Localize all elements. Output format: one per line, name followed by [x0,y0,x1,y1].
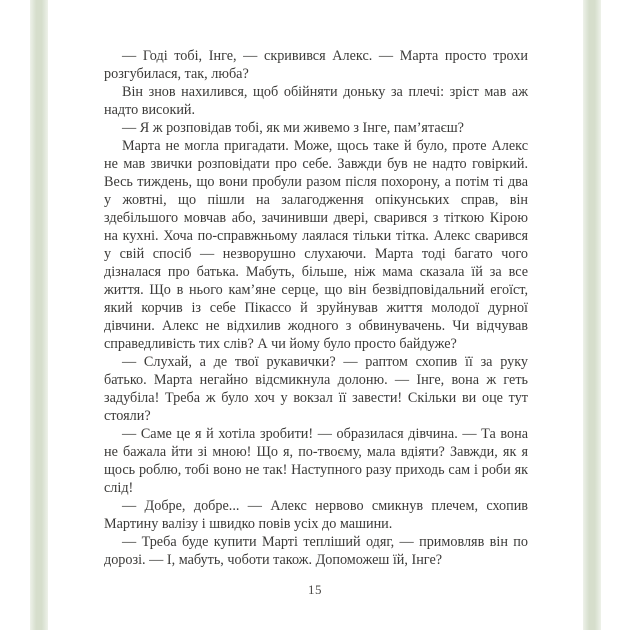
paragraph: — Я ж розповідав тобі, як ми живемо з Інге, пам’ятаєш? [122,120,464,136]
paragraph: — Годі тобі, Інге, — скривився Алекс. — Марта просто трохи розгубилася, так, люба? [104,48,528,82]
page-number: 15 [308,582,322,597]
page-text-block [104,47,528,569]
paragraph: — Треба буде купити Марті тепліший одяг, — примовляв він по дорозі. — І, мабуть, чоботи також. Допоможеш їй, Інге? [104,534,528,568]
paragraph: Марта не могла пригадати. Може, щось таке й було, проте Алекс не мав звички розповідати про себе. Завжди був не надто говіркий. Весь тиждень, що вони пробули разом після похорону, а потім ті два у жовтні, що пішли на залагодження опікунських справ, він здебільшого мовчав або, зачинивши двері, сварився з тіткою Кірою на кухні. Хоча по-справжньому лаялася тільки тітка. Алекс сварився у свій спосіб — незворушно слухаючи. Марта тоді багато чого дізналася про батька. Мабуть, більше, ніж мама сказала їй за все життя. Що в нього кам’яне серце, що він безвідповідальний егоїст, який корчив із себе Пікассо й зруйнував життя молодої дурної дівчини. Алекс не відхилив жодного з обвинувачень. Чи відчував справедливість тих слів? А чи йому було просто байдуже? [104,138,528,352]
paragraph: — Добре, добре... — Алекс нервово смикнув плечем, схопив Мартину валізу і швидко повів усіх до машини. [104,498,528,532]
paragraph: Він знов нахилився, щоб обійняти доньку за плечі: зріст мав аж надто високий. [104,84,528,118]
paragraph: — Слухай, а де твої рукавички? — раптом схопив її за руку батько. Марта негайно відсмикнула долоню. — Інге, вона ж геть задубіла! Треба ж було хоч у вокзал її завести! Скільки ви оце тут стояли? [104,354,528,424]
page-edge-shadow-right [583,0,601,630]
paragraph: — Саме це я й хотіла зробити! — образилася дівчина. — Та вона не бажала йти зі мною! Що я, по-твоєму, мала вдіяти? Завжди, як я щось роблю, тобі воно не так! Наступного разу приходь сам і роби як слід! [104,426,528,496]
page-edge-shadow-left [30,0,48,630]
